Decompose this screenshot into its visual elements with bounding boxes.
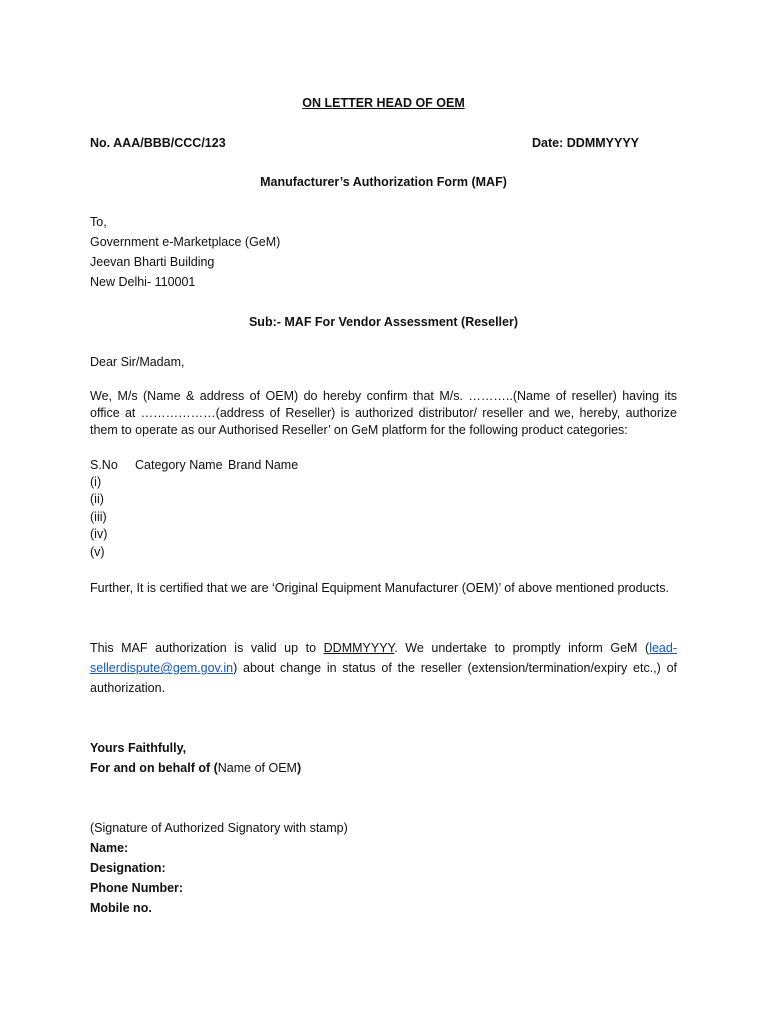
validity-text: ) about change in status of the reseller (extension/termination/expiry etc.,) of authorization. xyxy=(90,661,677,695)
closing-yours: Yours Faithfully, xyxy=(90,741,187,755)
certification-paragraph: Further, It is certified that we are ‘Original Equipment Manufacturer (OEM)’ of above mentioned products. xyxy=(90,581,669,595)
letterhead-title: ON LETTER HEAD OF OEM xyxy=(302,96,465,110)
subject-line: Sub:- MAF For Vendor Assessment (Reseller) xyxy=(248,315,519,329)
categories-table-header xyxy=(90,457,677,474)
addressee-line: New Delhi- 110001 xyxy=(90,275,196,289)
reference-number: No. AAA/BBB/CCC/123 xyxy=(90,136,226,150)
mobile-number-label: Mobile no. xyxy=(90,901,152,915)
phone-number-label: Phone Number: xyxy=(90,881,184,895)
validity-text: . We undertake to promptly inform GeM ( xyxy=(394,641,650,655)
addressee-line: To, xyxy=(90,215,107,229)
addressee-block xyxy=(90,212,677,292)
table-row: (i) xyxy=(90,475,102,489)
behalf-suffix: ) xyxy=(296,761,302,775)
addressee-line: Jeevan Bharti Building xyxy=(90,255,215,269)
validity-date: DDMMYYYY xyxy=(323,641,395,655)
validity-text: This MAF authorization is valid up to xyxy=(90,641,324,655)
addressee-line: Government e-Marketplace (GeM) xyxy=(90,235,281,249)
salutation: Dear Sir/Madam, xyxy=(90,355,185,369)
table-row: (iii) xyxy=(90,509,107,524)
behalf-name: Name of OEM xyxy=(217,761,297,775)
name-label: Name: xyxy=(90,841,129,855)
reference-row xyxy=(90,133,639,153)
email-link[interactable]: lead-sellerdispute@gem.gov.in xyxy=(90,641,677,675)
signature-note: (Signature of Authorized Signatory with stamp) xyxy=(90,821,348,835)
table-row: (iv) xyxy=(90,527,108,542)
validity-paragraph xyxy=(90,638,677,698)
table-row: (ii) xyxy=(90,492,104,507)
table-row: (v) xyxy=(90,544,105,559)
designation-label: Designation: xyxy=(90,861,166,875)
reference-date: Date: DDMMYYYY xyxy=(532,136,639,150)
behalf-prefix: For and on behalf of ( xyxy=(90,761,218,775)
form-title: Manufacturer’s Authorization Form (MAF) xyxy=(260,175,507,189)
header-category-name: Category Name xyxy=(135,458,223,472)
closing-behalf xyxy=(90,758,677,778)
authorization-paragraph: We, M/s (Name & address of OEM) do hereby confirm that M/s. ………..(Name of reseller) having its office at ………………(address of Reseller) is authorized distributor/ reseller and we, hereby, authorize them to operate as our Authorised Reseller’ on GeM platform for the following product categories: xyxy=(90,389,677,437)
categories-table xyxy=(90,457,677,561)
header-brand-name: Brand Name xyxy=(228,458,299,472)
header-sno: S.No xyxy=(90,458,118,472)
